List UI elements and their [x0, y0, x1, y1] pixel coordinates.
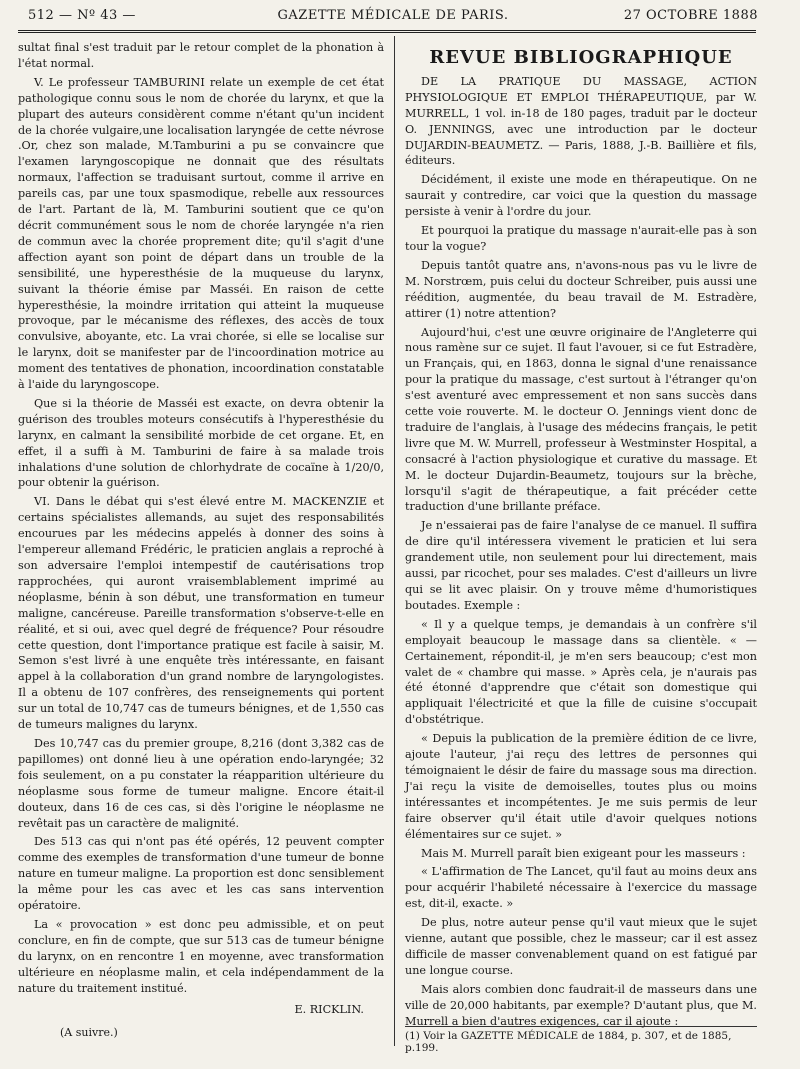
- paragraph: Mais alors combien donc faudrait-il de masseurs dans une ville de 20,000 habitants, par exemple? D'autant plus, que M. Murrell a bien d'autres exigences, car il ajoute :: [405, 982, 757, 1028]
- paragraph: Mais M. Murrell paraît bien exigeant pour les masseurs :: [421, 846, 746, 860]
- paragraph: V. Le professeur TAMBURINI relate un exemple de cet état pathologique connu sous le nom de chorée du larynx, et que la plupart des auteurs considèrent comme n'étant qu'un incident de la chorée vulgaire,une localisation laryngée de cette névrose .Or, chez son malade, M.Tamburini a pu se convaincre que l'examen laryngoscopique ne donnait que des résultats normaux, l'affection se traduisant surtout, comme il arrive en pareils cas, par une toux spasmodique, rebelle aux ressources de l'art. Partant de là, M. Tamburini soutient que ce qu'on décrit communément sous le nom de chorée laryngée n'a rien de commun avec la chorée proprement dite; qu'il s'agit d'une affection ayant son point de départ dans un trouble de la sensibilité, une hyperesthésie de la muqueuse du larynx, suivant la théorie émise par Masséi. En raison de cette hyperesthésie, la moindre irritation qui atteint la muqueuse provoque, par le mécanisme des réflexes, des accès de toux convulsive, aboyante, etc. La vrai chorée, si elle se localise sur le larynx, doit se manifester par de l'incoordination motrice au moment des tentatives de phonation, incoordination constatable à l'aide du laryngoscope.: [18, 75, 384, 392]
- paragraph: « Il y a quelque temps, je demandais à un confrère s'il employait beaucoup le massage dans sa clientèle. « — Certainement, répondit-il, je m'en sers beaucoup; c'est mon valet de « chambre qui masse. » Après cela, je n'aurais pas été étonné d'apprendre que c'était son domestique qui appliquait l'électricité et que la fille de cuisine s'occupait d'obstétrique.: [405, 617, 757, 727]
- paragraph: De plus, notre auteur pense qu'il vaut mieux que le sujet vienne, autant que possible, chez le masseur; car il est assez difficile de masser convenablement quand on est fatigué par une longue course.: [405, 916, 757, 977]
- paragraph: « L'affirmation de The Lancet, qu'il faut au moins deux ans pour acquérir l'habileté nécessaire à l'exercice du massage est, dit-il, exacte. »: [405, 865, 757, 911]
- left-column: [18, 40, 384, 1018]
- paragraph: Des 10,747 cas du premier groupe, 8,216 (dont 3,382 cas de papillomes) ont donné lieu à une opération endo-laryngée; 32 fois seulement, on a pu constater la réapparition ultérieure du néoplasme sous forme de tumeur maligne. Encore était-il douteux, dans 16 de ces cas, si dès l'origine le néoplasme ne revêtait pas un caractère de malignité.: [18, 736, 384, 830]
- column-divider: [394, 36, 395, 1046]
- paragraph: VI. Dans le débat qui s'est élevé entre M. MACKENZIE et certains spécialistes allemands, au sujet des responsabilités encourues par les médecins appelés à donner des soins à l'empereur allemand Frédéric, le praticien anglais a reproché à son adversaire l'emploi intempestif de cautérisations trop rapprochées, qui auront vraisemblablement imprimé au néoplasme, bénin à son début, une transformation en tumeur maligne, cancéreuse. Pareille transformation s'observe-t-elle en réalité, et si oui, avec quel degré de fréquence? Pour résoudre cette question, dont l'importance pratique est facile à saisir, M. Semon s'est livré à une enquête très intéressante, en faisant appel à la collaboration d'un grand nombre de laryngologistes. Il a obtenu de 107 confrères, des renseignements qui portent sur un total de 10,747 cas de tumeurs bénignes, et de 1,550 cas de tumeurs malignes du larynx.: [18, 495, 384, 732]
- journal-title: GAZETTE MÉDICALE DE PARIS.: [277, 8, 509, 23]
- paragraph: Je n'essaierai pas de faire l'analyse de ce manuel. Il suffira de dire qu'il intéressera vivement le praticien et lui sera grandement utile, non seulement pour lui directement, mais aussi, par ricochet, pour ses malades. C'est d'ailleurs un livre qui se lit avec plaisir. On y trouve même d'humoristiques boutades. Exemple :: [405, 519, 757, 612]
- paragraph: Que si la théorie de Masséi est exacte, on devra obtenir la guérison des troubles moteurs consécutifs à l'hyperesthésie du larynx, en calmant la sensibilité morbide de cet organe. Et, en effet, il a suffi à M. Tamburini de faire à sa malade trois inhalations d'une solution de chlorhydrate de cocaïne à 1/20/0, pour obtenir la guérison.: [18, 396, 384, 490]
- paragraph: Depuis tantôt quatre ans, n'avons-nous pas vu le livre de M. Norstrœm, puis celui du docteur Schreiber, puis aussi une réédition, augmentée, du beau travail de M. Estradère, attirer (1) notre attention?: [405, 258, 757, 320]
- issue-date: 27 OCTOBRE 1888: [623, 8, 758, 23]
- paragraph: Décidément, il existe une mode en thérapeutique. On ne saurait y contredire, car voici que la question du massage persiste à venir à l'ordre du jour.: [405, 173, 757, 219]
- paragraph: « Depuis la publication de la première édition de ce livre, ajoute l'auteur, j'ai reçu des lettres de personnes qui témoignaient le désir de faire du massage sous ma direction. J'ai reçu la visite de demoiselles, toutes plus ou moins intéressantes et incompétentes. Je me suis permis de leur faire observer qu'il était utile d'avoir quelques notions élémentaires sur ce sujet. »: [405, 732, 757, 841]
- header-rule: [18, 30, 756, 33]
- paragraph: Aujourd'hui, c'est une œuvre originaire de l'Angleterre qui nous ramène sur ce sujet. Il faut l'avouer, si ce fut Estradère, un Français, qui, en 1863, donna le signal d'une renaissance pour la pratique du massage, c'est surtout à l'étranger qu'on s'est aventuré avec empressement et non sans succès dans cette voie rouverte. M. le docteur O. Jennings vient donc de traduire de l'anglais, à l'usage des médecins français, le petit livre que M. W. Murrell, professeur à Westminster Hospital, a consacré à l'action physiologique et curative du massage. Et M. le docteur Dujardin-Beaumetz, toujours sur la brèche, lorsqu'il s'agit de thérapeutique, a fait précéder cette traduction d'une brillante préface.: [405, 325, 757, 514]
- section-heading: REVUE BIBLIOGRAPHIQUE: [429, 47, 733, 68]
- footnote: (1) Voir la GAZETTE MÉDICALE de 1884, p. 307, et de 1885, p.199.: [405, 1026, 757, 1054]
- page-header: [28, 8, 758, 28]
- paragraph: Et pourquoi la pratique du massage n'aurait-elle pas à son tour la vogue?: [405, 224, 757, 253]
- paragraph: Des 513 cas qui n'ont pas été opérés, 12 peuvent compter comme des exemples de transformation d'une tumeur de bonne nature en tumeur maligne. La proportion est donc sensiblement la même pour les cas avec et les cas sans intervention opératoire.: [18, 835, 384, 913]
- page-number: 512 — Nº 43 —: [28, 8, 136, 23]
- book-reference: DE LA PRATIQUE DU MASSAGE, ACTION PHYSIOLOGIQUE ET EMPLOI THÉRAPEUTIQUE, par W. MURRELL, 1 vol. in-18 de 180 pages, traduit par le docteur O. JENNINGS, avec une introduction par le docteur DUJARDIN-BEAUMETZ. — Paris, 1888, J.-B. Baillière et fils, éditeurs.: [405, 74, 757, 168]
- right-column: [405, 40, 757, 1032]
- paragraph: La « provocation » est donc peu admissible, et on peut conclure, en fin de compte, que sur 513 cas de tumeur bénigne du larynx, on en rencontre 1 en moyenne, avec transformation ultérieure en néoplasme malin, et cela indépendamment de la nature du traitement institué.: [18, 917, 384, 995]
- to-be-continued: (A suivre.): [60, 1026, 118, 1039]
- author-signature: E. RICKLIN.: [294, 1003, 364, 1017]
- paragraph: sultat final s'est traduit par le retour complet de la phonation à l'état normal.: [18, 41, 384, 70]
